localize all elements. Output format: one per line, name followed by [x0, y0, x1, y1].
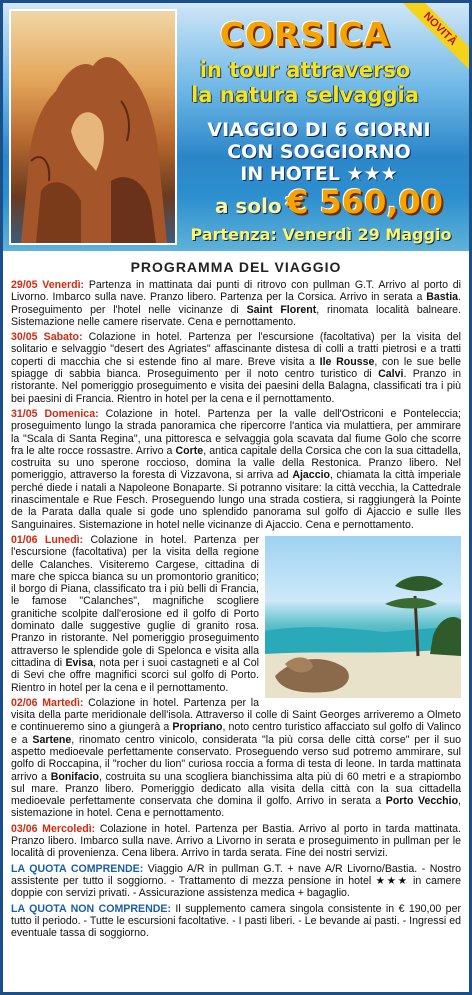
- header-banner: [3, 3, 469, 251]
- place-name: Calvi: [378, 368, 404, 381]
- day-date: 31/05 Domenica:: [11, 407, 106, 420]
- place-name: Bastia: [426, 291, 459, 304]
- place-name: Saint Florent: [246, 303, 317, 316]
- day-2: [11, 331, 461, 405]
- place-name: Porto Vecchio: [385, 795, 459, 808]
- place-name: Evisa: [65, 656, 94, 669]
- day-date: 01/06 Lunedì:: [11, 533, 91, 546]
- destination-title: CORSICA: [219, 15, 391, 54]
- price-amount: € 560,00: [286, 183, 444, 221]
- trip-stay: CON SOGGIORNO: [227, 141, 411, 163]
- day-description: , sistemazione in hotel. Cena e pernottamento.: [11, 795, 461, 820]
- day-description: , chiamata la città imperiale perché diede i natali a Napoleone Bonaparte. Si potranno visitare: la città vecchia, la Cattedrale rinascimentale e Rue Fesch. Proseguendo lungo una strada costiera, si raggiungerà la Pointe de la Parata dalla quale si gode uno splendido panorama sul golfo di Ajaccio e sulle Iles Sanguinaires. Sistemazione in hotel nelle vicinanze di Ajaccio. Cena e pernottamento.: [11, 469, 461, 531]
- place-name: Corte: [175, 444, 204, 457]
- quota-non-comprende-text: Il supplemento camera singola consistente in € 190,00 per tutto il periodo. - Tutte le escursioni facoltative. - I pasti liberi. - Le bevande ai pasti. - Ingressi ed eventuale tassa di soggiorno.: [11, 902, 461, 940]
- day-description: , noto centro turistico affacciato sul golfo di Valinco e a: [11, 721, 461, 746]
- beach-photo: [265, 536, 461, 698]
- day-description: , con le sue belle spiagge di sabbia bianca. Proseguimento per il noto centro turistico di: [11, 355, 461, 381]
- program-title: PROGRAMMA DEL VIAGGIO: [130, 259, 342, 275]
- day-description: . Proseguimento per l'hotel nelle vicinanze di: [11, 291, 461, 316]
- day-description: Partenza in mattinata dai punti di ritrovo con pullman G.T. Arrivo al porto di Livorno. Imbarco sulla nave. Pranzo libero. Partenza per la Corsica. Arrivo in serata a: [11, 279, 461, 304]
- day-description: Colazione in hotel. Partenza per l'escursione (facoltativa) per la visita del solitario e selvaggio "desert des Agriates" affascinante distesa di colli a tratti pietrosi e a tratti coperti di macchia che si estende fino al mare. Breve visita a: [11, 331, 462, 368]
- day-3: [11, 408, 461, 531]
- trip-hotel: IN HOTEL ★★★: [240, 163, 398, 185]
- day-description: Colazione in hotel. Partenza per l'escursione (facoltativa) per la visita della regione delle Calanches. Visiteremo Cargese, cittadina di mare che spicca bianca su un promontorio granitico; il borgo di Piana, classificato tra i più belli di Francia, le famose "Calanches", magnifiche scogliere granitiche scolpite dall'erosione ed il golfo di Porto dominato dalle suggestive guglie di granito rosa. Pranzo in ristorante. Nel pomeriggio proseguimento attraverso le splendide gole di Spelonca e visita alla cittadina di: [11, 533, 259, 669]
- day-description: , rinomato centro vinicolo, considerata "la più corsa delle città corse" per il suo aspetto medioevale perfettamente conservato. Proseguendo verso sud potremo ammirare, sul golfo di Roccapina, il "rocher du lion" curiosa roccia a forma di testa di leone. In tarda mattinata arrivo a: [11, 733, 462, 783]
- day-1: [11, 279, 461, 328]
- day-5: [11, 697, 461, 820]
- day-date: 03/06 Mercoledì:: [11, 822, 100, 835]
- quota-comprende-label: LA QUOTA COMPRENDE:: [11, 862, 144, 875]
- day-date: 29/05 Venerdì:: [11, 279, 89, 291]
- day-description: , costruita su una scogliera bianchissima alta più di 60 metri e a strapiombo sul mare. Pranzo libero. Pomeriggio dedicato alla visita della città con la sua cittadella medioevale perfettamente conservata che domina il golfo. Arrivo in serata a: [11, 770, 461, 808]
- day-6: [11, 823, 461, 860]
- novelty-badge: NOVITÀ: [395, 3, 469, 74]
- day-description: Colazione in hotel. Partenza per Bastia. Arrivo al porto in tarda mattinata. Pranzo libero. Imbarco sulla nave. Arrivo a Livorno in serata e proseguimento in pullman per le località di provenienza. Cena libera. Arrivo in tarda serata. Fine dei nostri servizi.: [11, 822, 461, 860]
- day-description: Colazione in hotel. Partenza per la valle dell'Ostriconi e Ponteleccia; proseguimento lungo la strada panoramica che ripercorre l'antica via mulattiera, per ammirare la "Scala di Santa Regina", una pittoresca e selvaggia gola scavata dal fiume Golo che scorre fra le alte rocce rossastre. Arrivo a: [11, 407, 461, 457]
- subtitle-line-1: in tour attraverso: [199, 58, 411, 82]
- day-description: Colazione in hotel. Partenza per la visita della parte meridionale dell'isola. Attraverso il colle di Saint Georges arriveremo a Olmeto e continueremo sino a giungerà a: [11, 696, 461, 734]
- rock-formation-photo: [9, 9, 177, 245]
- price-block: [199, 183, 459, 221]
- day-date: 30/05 Sabato:: [11, 331, 89, 344]
- place-name: Bonifacio: [50, 770, 99, 783]
- day-date: 02/06 Martedì:: [11, 696, 89, 709]
- place-name: Ajaccio: [292, 469, 330, 482]
- subtitle-line-2: la natura selvaggia: [191, 83, 419, 107]
- day-description: . Pranzo in ristorante. Nel pomeriggio proseguimento e visita dei paesini della Balagna, classificati tra i più bei paesini di Francia. Rientro in hotel per la cena e il pernottamento.: [11, 368, 461, 405]
- quota-non-comprende-label: LA QUOTA NON COMPRENDE:: [11, 902, 171, 915]
- place-name: Ile Rousse: [319, 355, 375, 368]
- day-description: , antica capitale della Corsica che con la sua cittadella, costruita su uno sperone roccioso, domina la valle della Restonica. Pranzo libero. Nel pomeriggio, attraverso la foresta di Vizzavona, si arriva ad: [11, 444, 461, 482]
- quota-comprende: [11, 863, 461, 900]
- place-name: Sartene: [32, 733, 72, 746]
- quota-comprende-text: Viaggio A/R in pullman G.T. + nave A/R Livorno/Bastia. - Nostro assistente per tutto il soggiorno. - Trattamento di mezza pensione in hotel ★★★ in camere doppie con servizi privati. - Assicurazione assistenza medica + bagaglio.: [11, 862, 461, 900]
- price-prefix: a solo: [214, 194, 282, 218]
- quota-non-comprende: [11, 903, 461, 940]
- place-name: Propriano: [172, 721, 223, 734]
- day-description: , nota per i suoi castagneti e al Col di Sevi che offre magnifici scorci sul golfo di Porto. Rientro in hotel per la cena e il pernottamento.: [11, 656, 259, 694]
- itinerary: [3, 279, 469, 939]
- day-description: , rinomata località balneare. Sistemazione nelle camere riservate. Cena e pernottamento.: [11, 303, 461, 328]
- trip-duration: VIAGGIO DI 6 GIORNI: [207, 119, 431, 141]
- departure-date: Partenza: Venerdì 29 Maggio: [190, 225, 452, 244]
- day-4: [11, 534, 461, 694]
